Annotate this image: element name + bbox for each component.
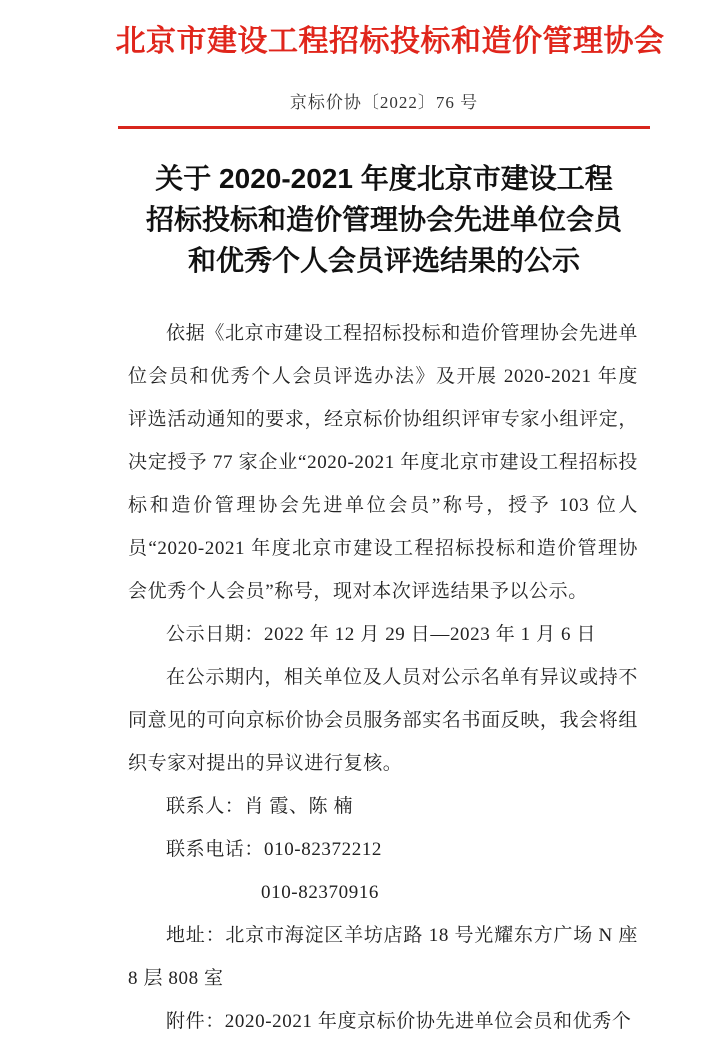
contact-person: 联系人：肖 霞、陈 楠	[166, 796, 354, 817]
doc-title	[84, 158, 684, 281]
doc-number: 京标价协〔2022〕76 号	[289, 93, 479, 112]
org-title: 北京市建设工程招标投标和造价管理协会	[115, 25, 665, 58]
address: 地址：北京市海淀区羊坊店路 18 号光耀东方广场 N 座 8 层 808 室	[128, 925, 638, 989]
paragraph-intro: 依据《北京市建设工程招标投标和造价管理协会先进单位会员和优秀个人会员评选办法》及开展 2020-2021 年度评选活动通知的要求，经京标价协组织评审专家小组评定，决定授予 77 家企业“2020-2021 年度北京市建设工程招标投标和造价管理协会先进单位会员”称号，授予 103 位人员“2020-2021 年度北京市建设工程招标投标和造价管理协会优秀个人会员”称号，现对本次评选结果予以公示。	[128, 323, 638, 602]
paragraph-objection: 在公示期内，相关单位及人员对公示名单有异议或持不同意见的可向京标价协会员服务部实名书面反映，我会将组织专家对提出的异议进行复核。	[128, 667, 638, 774]
doc-title-line-1: 关于 2020-2021 年度北京市建设工程	[155, 163, 613, 194]
contact-phone-primary: 联系电话：010-82372212	[166, 839, 383, 860]
paragraph-publicity-period: 公示日期：2022 年 12 月 29 日—2023 年 1 月 6 日	[166, 624, 597, 645]
doc-title-line-3: 和优秀个人会员评选结果的公示	[187, 245, 580, 276]
contact-phone-secondary: 010-82370916	[261, 882, 380, 903]
doc-body	[128, 312, 638, 1043]
doc-title-line-2: 招标投标和造价管理协会先进单位会员	[145, 204, 622, 235]
red-divider	[118, 126, 650, 129]
attachment-note: 附件：2020-2021 年度京标价协先进单位会员和优秀个	[166, 1011, 632, 1032]
